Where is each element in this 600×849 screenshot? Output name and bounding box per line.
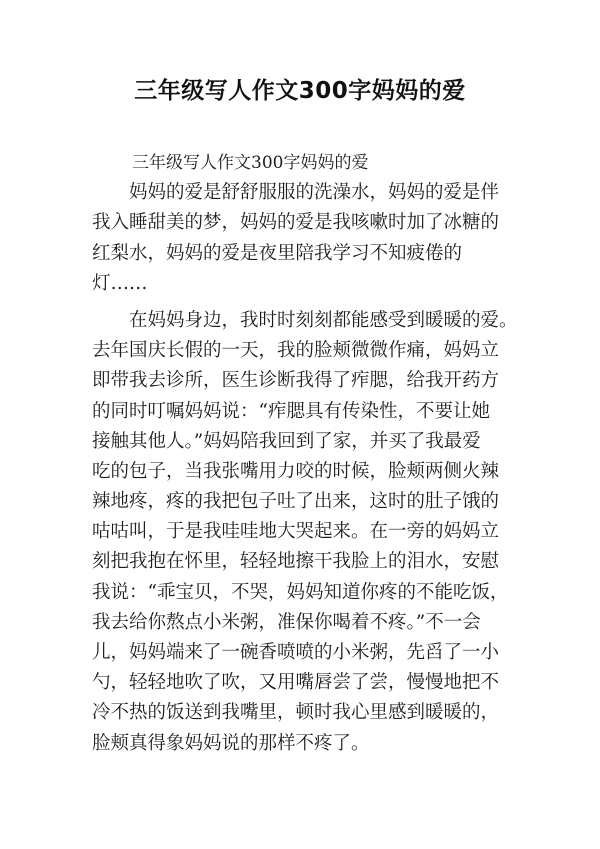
paragraph-line: 儿，妈妈端来了一碗香喷喷的小米粥，先舀了一小 — [92, 642, 500, 663]
article-subtitle: 三年级写人作文300字妈妈的爱 — [132, 153, 369, 173]
paragraph-line: 吃的包子，当我张嘴用力咬的时候，脸颊两侧火辣 — [92, 460, 500, 482]
paragraph-line: 灯…… — [92, 272, 148, 294]
paragraph-line: 的同时叮嘱妈妈说：“痄腮具有传染性，不要让她 — [92, 400, 490, 422]
paragraph-line: 脸颊真得象妈妈说的那样不疼了。 — [92, 732, 370, 754]
paragraph-line: 勺，轻轻地吹了吹，又用嘴唇尝了尝，慢慢地把不 — [92, 672, 500, 694]
paragraph-line: 冷不热的饭送到我嘴里，顿时我心里感到暖暖的， — [92, 702, 500, 724]
paragraph-line: 我说：“乖宝贝，不哭，妈妈知道你疼的不能吃饭， — [92, 581, 509, 603]
page-title: 三年级写人作文300字妈妈的爱 — [134, 78, 466, 104]
paragraph-line: 咕咕叫，于是我哇哇地大哭起来。在一旁的妈妈立 — [92, 521, 500, 543]
paragraph-line: 我去给你熬点小米粥，准保你喝着不疼。”不一会 — [92, 611, 481, 633]
paragraph-line: 刻把我抱在怀里，轻轻地擦干我脸上的泪水，安慰 — [92, 551, 500, 573]
paragraph-line: 在妈妈身边，我时时刻刻都能感受到暖暖的爱。 — [129, 309, 518, 331]
paragraph-line: 我入睡甜美的梦，妈妈的爱是我咳嗽时加了冰糖的 — [92, 212, 500, 234]
paragraph-line: 妈妈的爱是舒舒服服的洗澡水，妈妈的爱是伴 — [129, 182, 500, 204]
paragraph-line: 辣地疼，疼的我把包子吐了出来，这时的肚子饿的 — [92, 491, 500, 513]
paragraph-line: 接触其他人。”妈妈陪我回到了家，并买了我最爱 — [92, 430, 481, 452]
paragraph-2 — [92, 306, 518, 759]
article-body — [92, 148, 518, 759]
paragraph-line: 红梨水，妈妈的爱是夜里陪我学习不知疲倦的 — [92, 242, 463, 264]
paragraph-line: 即带我去诊所，医生诊断我得了痄腮，给我开药方 — [92, 370, 500, 392]
paragraph-line: 去年国庆长假的一天，我的脸颊微微作痛，妈妈立 — [92, 340, 500, 362]
paragraph-spacer — [92, 299, 514, 306]
paragraph-1 — [92, 178, 514, 299]
